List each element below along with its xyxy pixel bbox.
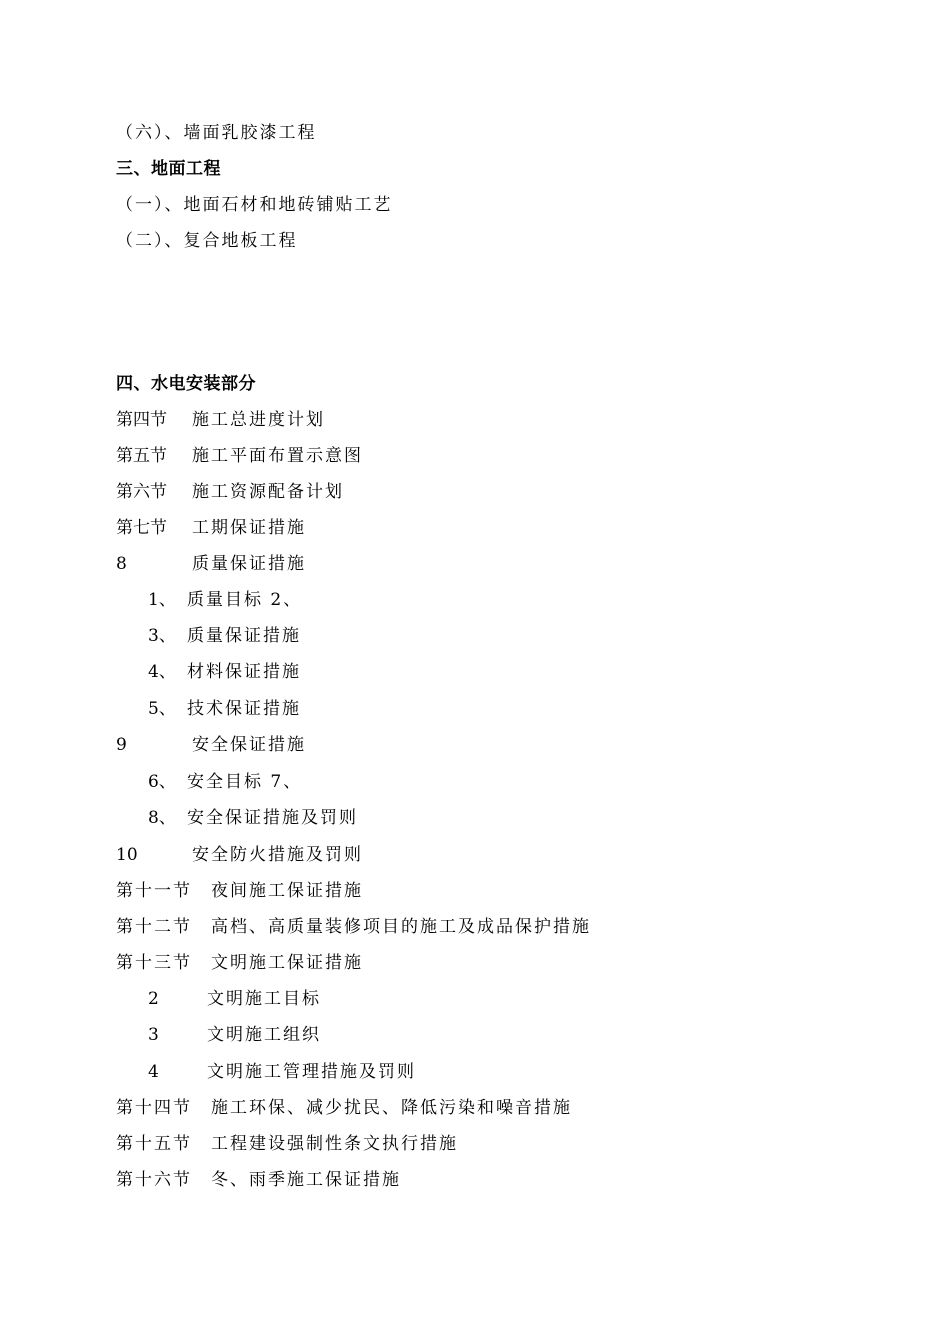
toc-entry-text: （一）、地面石材和地砖铺贴工艺 [116, 195, 393, 215]
toc-entry-text: 施工平面布置示意图 [192, 446, 363, 466]
toc-entry-number: 3 [148, 1025, 159, 1045]
section-heading [116, 158, 221, 180]
toc-entry-text: 质量保证措施 [187, 626, 301, 646]
toc-entry-text: 工程建设强制性条文执行措施 [211, 1134, 458, 1154]
toc-entry-number: 第五节 [116, 446, 167, 466]
toc-entry-number: 8、 [148, 808, 176, 828]
toc-entry-number: 第十二节 [116, 917, 192, 937]
toc-entry-text: （六）、墙面乳胶漆工程 [116, 123, 317, 143]
toc-entry-text: 安全防火措施及罚则 [192, 845, 363, 865]
section-heading-text: 三、地面工程 [116, 159, 221, 179]
toc-entry [116, 122, 317, 144]
toc-entry-number: 5、 [148, 699, 176, 719]
toc-entry-text: 质量目标 2、 [187, 590, 303, 610]
toc-entry-number: 4、 [148, 662, 176, 682]
toc-entry-number: 8 [116, 554, 127, 574]
toc-entry-text: 施工环保、减少扰民、降低污染和噪音措施 [211, 1098, 572, 1118]
toc-entry-text: 技术保证措施 [187, 699, 301, 719]
toc-entry [116, 230, 298, 252]
toc-entry-number: 4 [148, 1062, 159, 1082]
toc-entry-text: 夜间施工保证措施 [211, 881, 363, 901]
toc-entry-number: 6、 [148, 772, 176, 792]
toc-entry-number: 第四节 [116, 410, 167, 430]
toc-entry-number: 9 [116, 735, 127, 755]
toc-entry-number: 第十六节 [116, 1170, 192, 1190]
toc-entry-number: 第十四节 [116, 1098, 192, 1118]
toc-entry-text: 安全保证措施 [192, 735, 306, 755]
toc-entry-number: 第十五节 [116, 1134, 192, 1154]
toc-entry-text: 安全目标 7、 [187, 772, 303, 792]
toc-entry-text: 施工总进度计划 [192, 410, 325, 430]
toc-entry-number: 2 [148, 989, 159, 1009]
toc-entry-text: （二）、复合地板工程 [116, 231, 298, 251]
toc-entry-text: 高档、高质量装修项目的施工及成品保护措施 [211, 917, 591, 937]
toc-entry-number: 10 [116, 845, 138, 865]
toc-entry-text: 安全保证措施及罚则 [187, 808, 358, 828]
toc-entry-number: 第十三节 [116, 953, 192, 973]
section-heading [116, 373, 256, 395]
toc-entry [116, 194, 393, 216]
toc-entry-number: 第十一节 [116, 881, 192, 901]
toc-entry-text: 文明施工保证措施 [211, 953, 363, 973]
toc-entry-number: 第七节 [116, 518, 167, 538]
toc-entry-text: 材料保证措施 [187, 662, 301, 682]
toc-entry-text: 质量保证措施 [192, 554, 306, 574]
toc-entry-text: 文明施工管理措施及罚则 [207, 1062, 416, 1082]
toc-entry-text: 冬、雨季施工保证措施 [211, 1170, 401, 1190]
toc-entry-number: 1、 [148, 590, 176, 610]
toc-entry-number: 3、 [148, 626, 176, 646]
toc-entry-text: 文明施工目标 [207, 989, 321, 1009]
toc-entry-number: 第六节 [116, 482, 167, 502]
toc-entry-text: 施工资源配备计划 [192, 482, 344, 502]
toc-entry-text: 工期保证措施 [192, 518, 306, 538]
section-heading-text: 四、水电安装部分 [116, 374, 256, 394]
toc-entry-text: 文明施工组织 [207, 1025, 321, 1045]
